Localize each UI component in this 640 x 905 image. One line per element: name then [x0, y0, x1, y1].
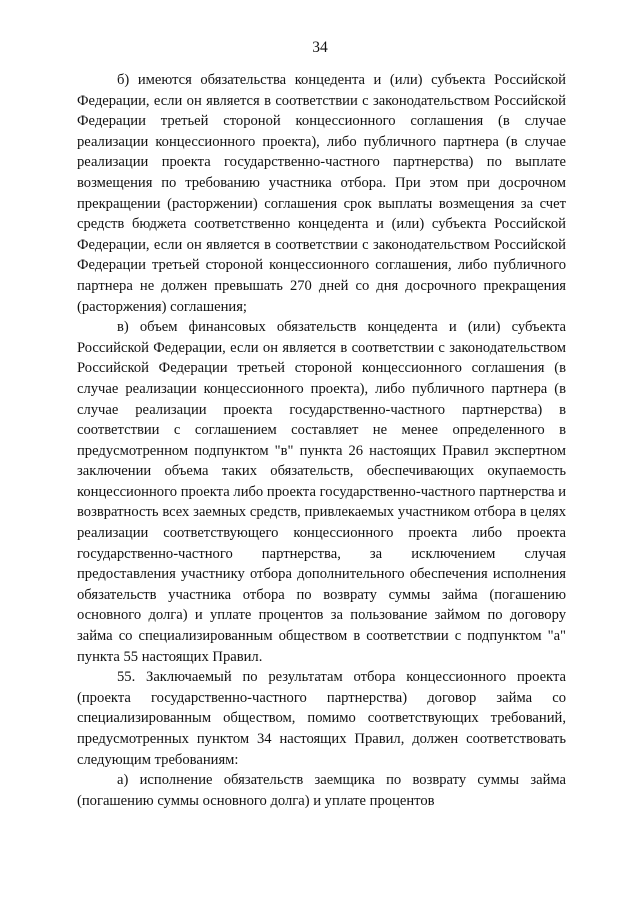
document-body	[77, 70, 566, 811]
page-number: 34	[312, 39, 328, 56]
paragraph-item-55: 55. Заключаемый по результатам отбора концессионного проекта (проекта государственно-частного партнерства) договор займа со специализированным обществом, помимо соответствующих требований, предусмотренных пунктом 34 настоящих Правил, должен соответствовать следующим требованиям:	[77, 669, 566, 768]
paragraph-subitem-a: а) исполнение обязательств заемщика по возврату суммы займа (погашению суммы основного долга) и уплате процентов	[77, 772, 566, 809]
paragraph-subitem-b: б) имеются обязательства концедента и (или) субъекта Российской Федерации, если он является в соответствии с законодательством Российской Федерации третьей стороной концессионного соглашения (в случае реализации концессионного проекта), либо публичного партнера (в случае реализации проекта государственно-частного партнерства) по выплате возмещения по требованию участника отбора. При этом при досрочном прекращении (расторжении) соглашения срок выплаты возмещения за счет средств бюджета соответственно концедента и (или) субъекта Российской Федерации, если он является в соответствии с законодательством Российской Федерации третьей стороной концессионного соглашения, либо публичного партнера не должен превышать 270 дней со дня досрочного прекращения (расторжения) соглашения;	[77, 72, 566, 315]
paragraph-subitem-v: в) объем финансовых обязательств концедента и (или) субъекта Российской Федерации, если он является в соответствии с законодательством Российской Федерации третьей стороной концессионного соглашения (в случае реализации концессионного проекта), либо публичного партнера (в случае реализации проекта государственно-частного партнерства) в соответствии с соглашением составляет не менее определенного в предусмотренном подпунктом "в" пункта 26 настоящих Правил экспертном заключении объема таких обязательств, обеспечивающих окупаемость концессионного проекта либо проекта государственно-частного партнерства и возвратность всех заемных средств, привлекаемых участником отбора в целях реализации соответствующего концессионного проекта либо проекта государственно-частного партнерства, за исключением случая предоставления участнику отбора дополнительного обеспечения исполнения обязательств участника отбора по возврату суммы займа (погашению основного долга) и уплате процентов за пользование займом по договору займа со специализированным обществом в соответствии с подпунктом "а" пункта 55 настоящих Правил.	[77, 319, 566, 665]
